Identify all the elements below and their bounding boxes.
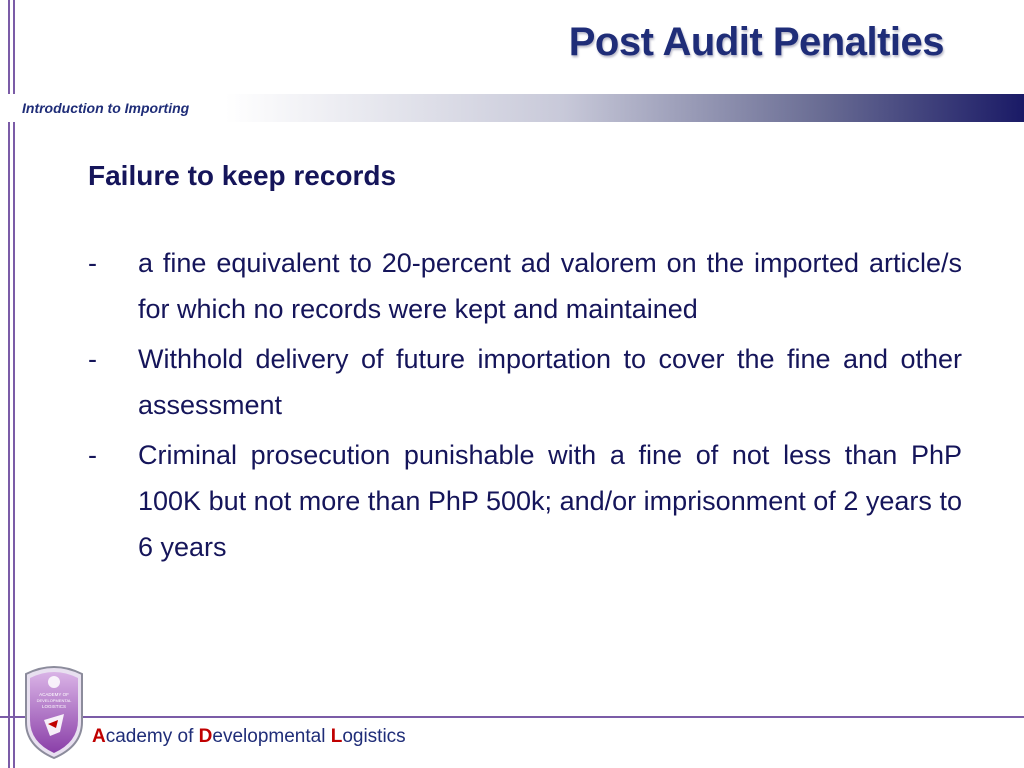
bullet-item	[88, 432, 962, 570]
footer-word: evelopmental	[212, 726, 331, 747]
bullet-marker: -	[88, 248, 97, 278]
bullet-text: a fine equivalent to 20-percent ad valorem on the imported article/s for which no records were kept and maintained	[138, 248, 962, 324]
bullet-list	[88, 240, 962, 570]
footer-initial: A	[92, 726, 106, 747]
footer-initial: L	[330, 726, 343, 747]
footer-initial: D	[198, 726, 213, 747]
logo-text-line-3: LOGISTICS	[41, 704, 67, 709]
footer-divider	[0, 716, 1024, 718]
academy-logo-emblem	[20, 660, 88, 760]
bullet-text: Criminal prosecution punishable with a fine of not less than PhP 100K but not more than PhP 500k; and/or imprisonment of 2 years to 6 years	[138, 440, 962, 562]
content-heading: Failure to keep records	[88, 160, 397, 191]
slide-title: Post Audit Penalties	[568, 20, 944, 64]
logo-text-line-1: ACADEMY OF	[39, 692, 69, 697]
logo-text-line-2: DEVELOPMENTAL	[36, 698, 72, 703]
bullet-item	[88, 240, 962, 332]
bullet-marker: -	[88, 440, 97, 470]
footer-academy-name	[92, 726, 406, 748]
footer-word: cademy of	[105, 726, 199, 747]
section-label: Introduction to Importing	[22, 100, 190, 116]
footer-word: ogistics	[342, 726, 406, 747]
bullet-marker: -	[88, 344, 97, 374]
bullet-text: Withhold delivery of future importation to cover the fine and other assessment	[138, 344, 962, 420]
slide-content	[88, 160, 962, 574]
bullet-item	[88, 336, 962, 428]
